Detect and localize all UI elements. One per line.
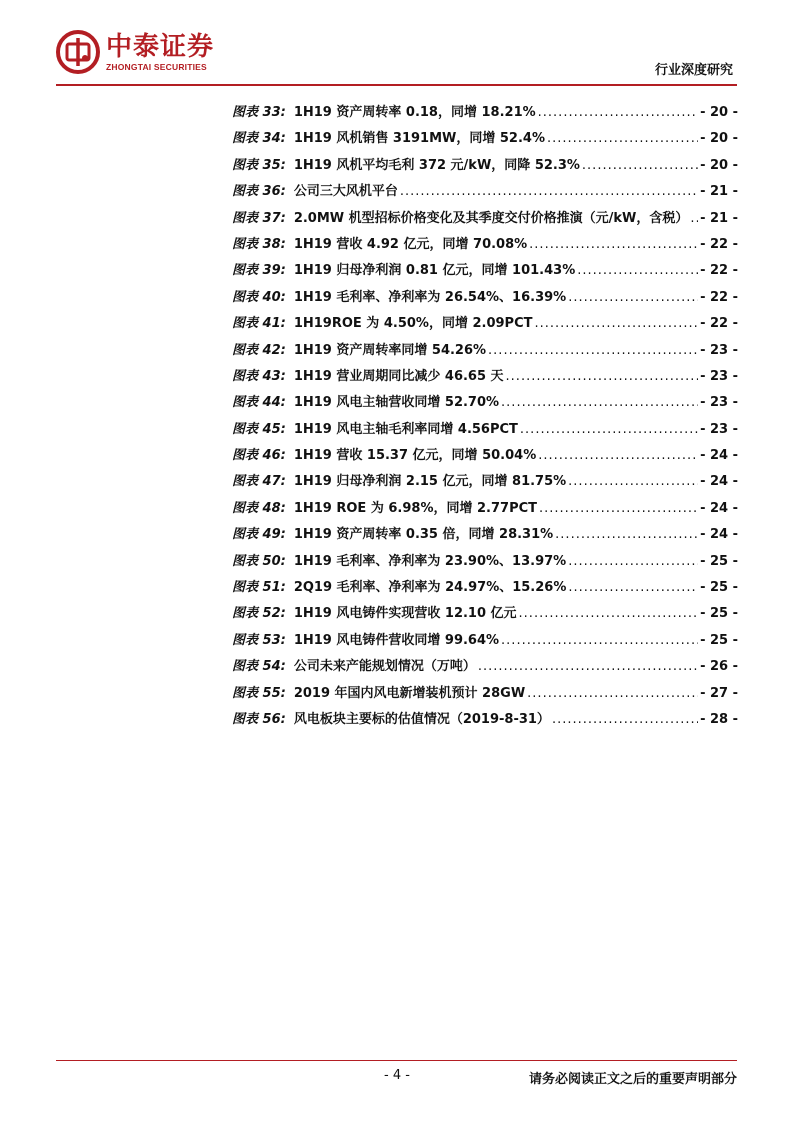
toc-entry-label: 图表 52: [232, 606, 286, 622]
toc-entry-title: 1H19 归母净利润 0.81 亿元，同增 101.43% [293, 263, 576, 279]
toc-leader-dots [529, 237, 698, 252]
toc-entry-page: - 20 - [700, 157, 738, 173]
toc-entry[interactable] [232, 523, 738, 549]
toc-entry-title: 1H19 毛利率、净利率为 26.54%、16.39% [293, 289, 567, 305]
toc-entry-label: 图表 51: [232, 580, 286, 596]
toc-entry[interactable] [232, 444, 738, 470]
toc-entry-title: 公司三大风机平台 [293, 184, 398, 200]
toc-entry[interactable] [232, 259, 738, 285]
table-of-figures [232, 101, 738, 734]
toc-entry-title: 1H19 风电主轴营收同增 52.70% [293, 395, 500, 411]
toc-entry[interactable] [232, 682, 738, 708]
toc-entry-page: - 25 - [700, 632, 738, 648]
toc-entry-title: 公司未来产能规划情况（万吨） [293, 659, 476, 675]
toc-leader-dots [534, 316, 698, 331]
toc-entry-title: 1H19 风电主轴毛利率同增 4.56PCT [293, 421, 518, 437]
logo-english-name: ZHONGTAI SECURITIES [106, 62, 207, 72]
toc-entry-title: 1H19ROE 为 4.50%，同增 2.09PCT [293, 316, 533, 332]
toc-leader-dots [539, 501, 698, 516]
toc-entry-title: 1H19 风机平均毛利 372 元/kW，同降 52.3% [293, 157, 580, 173]
toc-entry[interactable] [232, 576, 738, 602]
toc-entry-page: - 25 - [700, 553, 738, 569]
toc-entry-label: 图表 41: [232, 316, 286, 332]
toc-leader-dots [568, 474, 698, 489]
toc-entry-label: 图表 36: [232, 184, 286, 200]
toc-entry-label: 图表 33: [232, 105, 286, 120]
toc-entry[interactable] [232, 550, 738, 576]
toc-leader-dots [519, 606, 699, 621]
toc-entry[interactable] [232, 154, 738, 180]
header-divider [56, 84, 737, 86]
toc-entry[interactable] [232, 497, 738, 523]
toc-entry-label: 图表 45: [232, 421, 286, 437]
logo-chinese-name: 中泰证券 [106, 32, 215, 62]
toc-entry-page: - 20 - [700, 131, 738, 147]
toc-entry-title: 1H19 资产周转率 0.18，同增 18.21% [293, 105, 536, 120]
toc-leader-dots [577, 263, 698, 278]
toc-entry-title: 1H19 归母净利润 2.15 亿元，同增 81.75% [293, 474, 567, 490]
toc-leader-dots [555, 527, 698, 542]
toc-entry[interactable] [232, 233, 738, 259]
toc-entry-page: - 21 - [700, 184, 738, 200]
zhongtai-logo-icon [56, 30, 100, 74]
toc-entry-title: 1H19 风机销售 3191MW，同增 52.4% [293, 131, 545, 147]
toc-entry-title: 1H19 风电铸件实现营收 12.10 亿元 [293, 606, 517, 622]
toc-entry[interactable] [232, 286, 738, 312]
company-logo [56, 30, 214, 74]
toc-leader-dots [538, 105, 698, 120]
toc-entry[interactable] [232, 180, 738, 206]
toc-entry[interactable] [232, 470, 738, 496]
toc-entry-label: 图表 50: [232, 553, 286, 569]
toc-entry[interactable] [232, 127, 738, 153]
toc-entry-page: - 22 - [700, 289, 738, 305]
disclaimer-text: 请务必阅读正文之后的重要声明部分 [528, 1072, 737, 1087]
toc-entry-page: - 23 - [700, 421, 738, 437]
toc-entry-label: 图表 40: [232, 289, 286, 305]
footer-divider [56, 1060, 737, 1061]
toc-entry-page: - 20 - [700, 105, 738, 120]
toc-entry-title: 1H19 风电铸件营收同增 99.64% [293, 632, 500, 648]
toc-entry-title: 2019 年国内风电新增装机预计 28GW [293, 685, 526, 701]
toc-entry-label: 图表 49: [232, 527, 286, 543]
toc-leader-dots [552, 712, 698, 727]
toc-leader-dots [506, 369, 699, 384]
page-header [0, 0, 793, 90]
report-type: 行业深度研究 [654, 63, 733, 78]
toc-entry[interactable] [232, 602, 738, 628]
toc-entry-page: - 26 - [700, 659, 738, 675]
toc-entry-label: 图表 34: [232, 131, 286, 147]
toc-entry-label: 图表 37: [232, 210, 286, 226]
toc-leader-dots [568, 580, 698, 595]
toc-entry[interactable] [232, 339, 738, 365]
toc-leader-dots [582, 158, 698, 173]
toc-entry-label: 图表 43: [232, 368, 286, 384]
page-number: - 4 - [384, 1068, 410, 1083]
toc-entry-page: - 23 - [700, 368, 738, 384]
toc-entry-label: 图表 48: [232, 500, 286, 516]
toc-entry-label: 图表 47: [232, 474, 286, 490]
toc-entry-page: - 24 - [700, 527, 738, 543]
toc-entry-title: 1H19 资产周转率同增 54.26% [293, 342, 487, 358]
toc-entry[interactable] [232, 655, 738, 681]
toc-entry[interactable] [232, 629, 738, 655]
toc-leader-dots [690, 211, 698, 226]
toc-entry-page: - 24 - [700, 448, 738, 464]
toc-entry-page: - 25 - [700, 606, 738, 622]
toc-leader-dots [501, 633, 698, 648]
toc-entry[interactable] [232, 391, 738, 417]
toc-entry-label: 图表 44: [232, 395, 286, 411]
toc-entry[interactable] [232, 207, 738, 233]
toc-entry-page: - 24 - [700, 474, 738, 490]
toc-entry-title: 1H19 资产周转率 0.35 倍，同增 28.31% [293, 527, 554, 543]
toc-leader-dots [478, 659, 698, 674]
page-footer [0, 1060, 793, 1100]
toc-leader-dots [488, 343, 698, 358]
toc-leader-dots [400, 184, 698, 199]
toc-entry-label: 图表 39: [232, 263, 286, 279]
toc-entry-label: 图表 56: [232, 711, 286, 727]
toc-entry-label: 图表 55: [232, 685, 286, 701]
toc-leader-dots [568, 290, 698, 305]
toc-entry-label: 图表 38: [232, 236, 286, 252]
toc-entry-label: 图表 35: [232, 157, 286, 173]
toc-entry-title: 1H19 营收 4.92 亿元，同增 70.08% [293, 236, 528, 252]
toc-entry-title: 2.0MW 机型招标价格变化及其季度交付价格推演（元/kW，含税） [293, 210, 689, 226]
toc-leader-dots [538, 448, 698, 463]
toc-entry-page: - 22 - [700, 316, 738, 332]
toc-entry-page: - 22 - [700, 236, 738, 252]
toc-entry-page: - 27 - [700, 685, 738, 701]
toc-leader-dots [527, 686, 698, 701]
toc-entry-title: 风电板块主要标的估值情况（2019-8-31） [293, 711, 550, 727]
toc-entry-page: - 25 - [700, 580, 738, 596]
toc-entry[interactable] [232, 312, 738, 338]
toc-leader-dots [501, 395, 698, 410]
toc-entry[interactable] [232, 365, 738, 391]
toc-entry-page: - 28 - [700, 711, 738, 727]
toc-entry-title: 1H19 营收 15.37 亿元，同增 50.04% [293, 448, 537, 464]
toc-entry[interactable] [232, 418, 738, 444]
toc-entry-page: - 24 - [700, 500, 738, 516]
toc-entry-page: - 21 - [700, 210, 738, 226]
toc-entry[interactable] [232, 708, 738, 734]
toc-entry-title: 1H19 毛利率、净利率为 23.90%、13.97% [293, 553, 567, 569]
toc-entry[interactable] [232, 101, 738, 127]
toc-entry-label: 图表 54: [232, 659, 286, 675]
toc-entry-page: - 23 - [700, 342, 738, 358]
toc-entry-label: 图表 46: [232, 448, 286, 464]
toc-entry-page: - 23 - [700, 395, 738, 411]
toc-leader-dots [568, 554, 698, 569]
toc-entry-label: 图表 42: [232, 342, 286, 358]
toc-entry-page: - 22 - [700, 263, 738, 279]
toc-leader-dots [547, 131, 698, 146]
toc-entry-title: 2Q19 毛利率、净利率为 24.97%、15.26% [293, 580, 567, 596]
toc-entry-title: 1H19 ROE 为 6.98%，同增 2.77PCT [293, 500, 538, 516]
toc-entry-label: 图表 53: [232, 632, 286, 648]
toc-entry-title: 1H19 营业周期同比减少 46.65 天 [293, 368, 504, 384]
toc-leader-dots [520, 422, 698, 437]
